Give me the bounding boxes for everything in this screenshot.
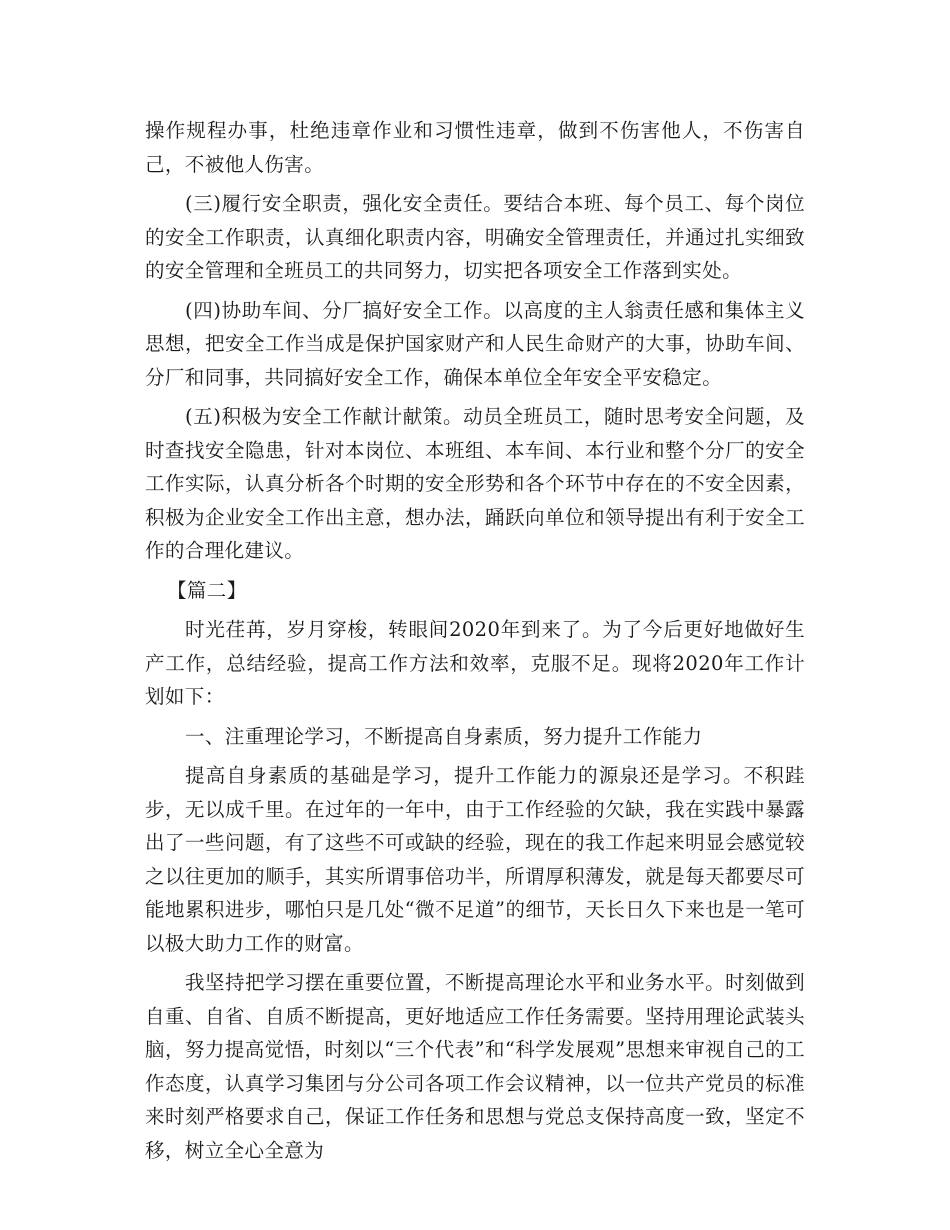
- paragraph-section-three: (三)履行安全职责，强化安全责任。要结合本班、每个员工、每个岗位的安全工作职责，认真细化职责内容，明确安全管理责任，并通过扎实细致的安全管理和全班员工的共同努力，切实把各项安全工作落到实处。: [145, 192, 805, 282]
- paragraph-intro: 时光荏苒，岁月穿梭，转眼间2020年到来了。为了今后更好地做好生产工作，总结经验，提高工作方法和效率，克服不足。现将2020年工作计划如下：: [145, 618, 805, 708]
- subheading-theory-study: 一、注重理论学习，不断提高自身素质，努力提升工作能力: [185, 724, 703, 748]
- paragraph-section-four: (四)协助车间、分厂搞好安全工作。以高度的主人翁责任感和集体主义思想，把安全工作当成是保护国家财产和人民生命财产的大事，协助车间、分厂和同事，共同搞好安全工作，确保本单位全年安全平安稳定。: [145, 298, 805, 389]
- section-heading-part-two: 【篇二】: [167, 578, 247, 602]
- paragraph-continuation: 操作规程办事，杜绝违章作业和习惯性违章，做到不伤害他人，不伤害自己，不被他人伤害。: [145, 119, 805, 176]
- paragraph-study-priority: 我坚持把学习摆在重要位置，不断提高理论水平和业务水平。时刻做到自重、自省、自质不断提高，更好地适应工作任务需要。坚持用理论武装头脑，努力提高觉悟，时刻以“三个代表”和“科学发展观”思想来审视自己的工作态度，认真学习集团与分公司各项工作会议精神，以一位共产党员的标准来时刻严格要求自己，保证工作任务和思想与党总支保持高度一致，坚定不移，树立全心全意为: [145, 971, 805, 1162]
- paragraph-self-improvement: 提高自身素质的基础是学习，提升工作能力的源泉还是学习。不积跬步，无以成千里。在过年的一年中，由于工作经验的欠缺，我在实践中暴露出了一些问题，有了这些不可或缺的经验，现在的我工作起来明显会感觉较之以往更加的顺手，其实所谓事倍功半，所谓厚积薄发，就是每天都要尽可能地累积进步，哪怕只是几处“微不足道”的细节，天长日久下来也是一笔可以极大助力工作的财富。: [145, 764, 805, 955]
- paragraph-section-five: (五)积极为安全工作献计献策。动员全班员工，随时思考安全问题，及时查找安全隐患，针对本岗位、本班组、本车间、本行业和整个分厂的安全工作实际，认真分析各个时期的安全形势和各个环节中存在的不安全因素，积极为企业安全工作出主意，想办法，踊跃向单位和领导提出有利于安全工作的合理化建议。: [145, 405, 805, 562]
- document-body: [145, 114, 805, 1173]
